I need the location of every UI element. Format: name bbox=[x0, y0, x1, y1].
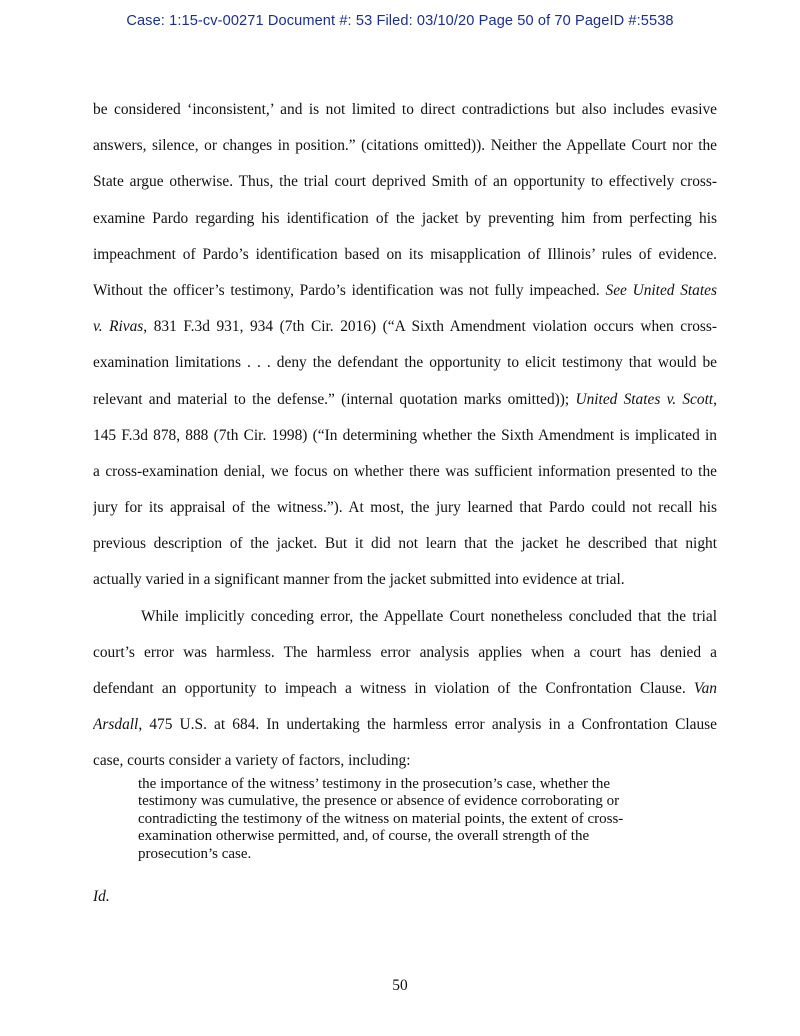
case-citation: See United States bbox=[605, 281, 717, 299]
case-header: Case: 1:15-cv-00271 Document #: 53 Filed: 03/10/20 Page 50 of 70 PageID #:5538 bbox=[126, 13, 674, 29]
body-text-run: defendant an opportunity to impeach a witness in violation of the Confrontation Clause. bbox=[93, 680, 686, 697]
body-line: jury for its appraisal of the witness.”). At most, the jury learned that Pardo could not recall his bbox=[93, 499, 717, 517]
body-text-run: , 475 U.S. at 684. In undertaking the harmless error analysis in a Confrontation Clause bbox=[138, 716, 717, 734]
body-line: previous description of the jacket. But it did not learn that the jacket he described that night bbox=[93, 535, 717, 553]
id-citation: Id. bbox=[93, 888, 110, 905]
page-number: 50 bbox=[392, 977, 408, 994]
body-line bbox=[93, 273, 717, 309]
block-quote bbox=[138, 776, 658, 863]
case-citation: Van bbox=[693, 680, 717, 697]
body-line: court’s error was harmless. The harmless error analysis applies when a court has denied a bbox=[93, 643, 717, 661]
body-line bbox=[93, 382, 717, 418]
body-line: 145 F.3d 878, 888 (7th Cir. 1998) (“In determining whether the Sixth Amendment is implicated in bbox=[93, 426, 717, 444]
body-line: examination limitations . . . deny the defendant the opportunity to elicit testimony that would be bbox=[93, 354, 717, 372]
document-body bbox=[93, 92, 717, 780]
body-text-run: relevant and material to the defense.” (internal quotation marks omitted)); bbox=[93, 390, 570, 408]
body-line: case, courts consider a variety of factors, including: bbox=[93, 752, 411, 770]
body-text-run: , bbox=[713, 390, 717, 408]
body-line bbox=[93, 671, 717, 707]
quote-line: the importance of the witness’ testimony in the prosecution’s case, whether the bbox=[138, 776, 611, 792]
body-text-run: Without the officer’s testimony, Pardo’s identification was not fully impeached. bbox=[93, 281, 600, 299]
body-line: a cross-examination denial, we focus on whether there was sufficient information presented to the bbox=[93, 462, 717, 480]
body-text-run: , 831 F.3d 931, 934 (7th Cir. 2016) (“A Sixth Amendment violation occurs when cross- bbox=[143, 318, 717, 336]
body-line: impeachment of Pardo’s identification based on its misapplication of Illinois’ rules of evidence. bbox=[93, 245, 717, 263]
quote-line: testimony was cumulative, the presence or absence of evidence corroborating or bbox=[138, 793, 620, 810]
body-line bbox=[93, 309, 717, 345]
body-line: State argue otherwise. Thus, the trial court deprived Smith of an opportunity to effectively cross- bbox=[93, 173, 717, 191]
body-line: examine Pardo regarding his identification of the jacket by preventing him from perfecting his bbox=[93, 209, 717, 227]
body-line: While implicitly conceding error, the Appellate Court nonetheless concluded that the trial bbox=[141, 607, 717, 625]
body-line: be considered ‘inconsistent,’ and is not limited to direct contradictions but also includes evasive bbox=[93, 101, 717, 118]
quote-line: contradicting the testimony of the witness on material points, the extent of cross- bbox=[138, 810, 624, 827]
case-citation: v. Rivas bbox=[93, 318, 144, 336]
case-citation: Arsdall bbox=[93, 716, 139, 734]
body-line: answers, silence, or changes in position.” (citations omitted)). Neither the Appellate Court nor the bbox=[93, 137, 717, 155]
quote-line: prosecution’s case. bbox=[138, 845, 252, 862]
body-line: actually varied in a significant manner from the jacket submitted into evidence at trial. bbox=[93, 571, 625, 589]
case-citation: United States v. Scott bbox=[575, 390, 714, 408]
quote-line: examination otherwise permitted, and, of course, the overall strength of the bbox=[138, 828, 590, 845]
body-line bbox=[93, 707, 717, 743]
